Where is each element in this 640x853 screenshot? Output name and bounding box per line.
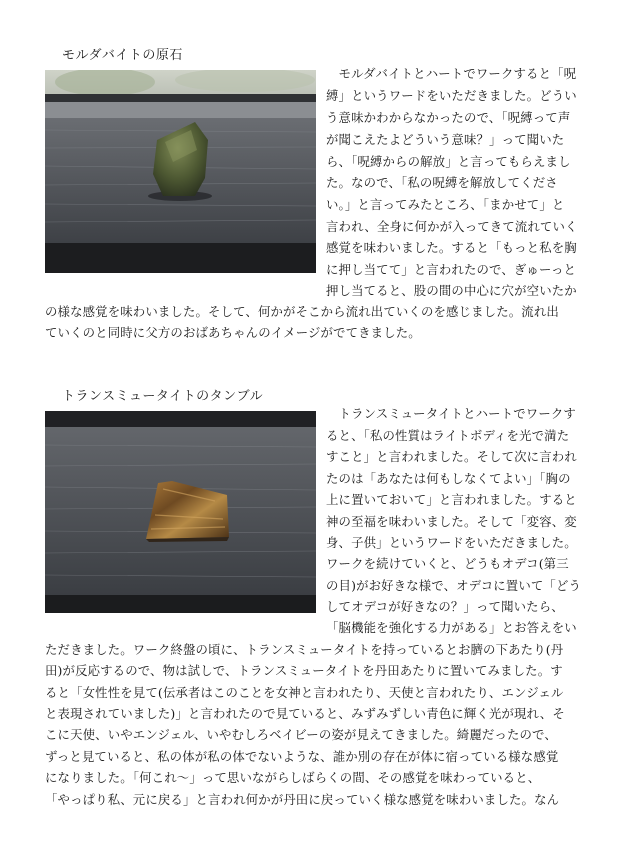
paragraph-line: 言われ、全身に何かが入ってきて流れていく (326, 219, 578, 234)
paragraph-line: ら、「呪縛からの解放」と言ってもらえまし (326, 154, 571, 169)
paragraph-line: ずっと見ていると、私の体が私の体でないような、誰か別の存在が体に宿っている様な感覚 (45, 749, 559, 764)
paragraph-line: 身、子供」というワードをいただきました。 (326, 535, 577, 550)
paragraph-line: 田)が反応するので、物は試しで、トランスミュータイトを丹田あたりに置いてみました。す (45, 663, 563, 678)
transmutite-photo (45, 411, 316, 613)
paragraph-line: の様な感覚を味わいました。そして、何かがそこから流れ出ていくのを感じました。流れ出 (45, 304, 559, 319)
paragraph-line: い。」と言ってみたところ、「まかせて」と (326, 197, 565, 212)
paragraph-line: ワークを続けていくと、どうもオデコ(第三 (326, 556, 569, 571)
paragraph-line: 「やっぱり私、元に戻る」と言われ何かが丹田に戻っていく様な感覚を味わいました。なん (45, 792, 560, 807)
section-title-transmutite: トランスミュータイトのタンブル (62, 389, 264, 404)
paragraph-line: ると「女性性を見て(伝承者はこのことを女神と言われたり、天使と言われたり、エンジェル (45, 685, 564, 700)
paragraph-line: う意味かわからなかったので、「呪縛って声 (326, 110, 571, 125)
section-title-moldavite: モルダバイトの原石 (62, 48, 183, 63)
paragraph-line: と表現されていました)」と言われたので見ていると、みずみずしい青色に輝く光が現れ、そ (45, 706, 565, 721)
paragraph-line: 上に置いておいて」と言われました。すると (326, 492, 577, 507)
moldavite-photo (45, 70, 316, 273)
paragraph-line: すこと」と言われました。そして次に言われ (326, 449, 577, 464)
paragraph-line: 「脳機能を強化する力がある」とお答えをい (326, 620, 577, 635)
paragraph-line: が聞こえたよどういう意味？」って聞いた (326, 132, 565, 147)
paragraph-line: たのは「あなたは何もしなくてよい」「胸の (326, 471, 571, 486)
paragraph-line: になりました。「何これ〜」って思いながらしばらくの間、その感覚を味わっていると、 (45, 770, 541, 785)
paragraph-line: た。なので、「私の呪縛を解放してくださ (326, 175, 558, 190)
paragraph-line: ると、「私の性質はライトボディを光で満た (326, 428, 570, 443)
paragraph-line: トランスミュータイトとハートでワークす (326, 406, 576, 421)
paragraph-line: 押し当てると、股の間の中心に穴が空いたか (326, 283, 577, 298)
paragraph-line: 感覚を味わいました。すると「もっと私を胸 (326, 240, 577, 255)
paragraph-line: の目)がお好きな様で、オデコに置いて「どう (326, 578, 582, 593)
paragraph-line: こに天使、いやエンジェル、いやむしろベイビーの姿が見えてきました。綺麗だったので、 (45, 727, 557, 742)
paragraph-line: 縛」というワードをいただきました。どうい (326, 88, 577, 103)
paragraph-line: モルダバイトとハートでワークすると「呪 (326, 66, 577, 81)
paragraph-line: してオデコが好きなの？」って聞いたら、 (326, 599, 564, 614)
paragraph-line: に押し当てて」と言われたので、ぎゅーっと (326, 262, 577, 277)
paragraph-line: ただきました。ワーク終盤の頃に、トランスミュータイトを持っているとお臍の下あたり(丹 (45, 642, 564, 657)
paragraph-line: 神の至福を味わいました。そして「変容、変 (326, 514, 577, 529)
paragraph-line: ていくのと同時に父方のおばあちゃんのイメージがでてきました。 (45, 325, 421, 340)
